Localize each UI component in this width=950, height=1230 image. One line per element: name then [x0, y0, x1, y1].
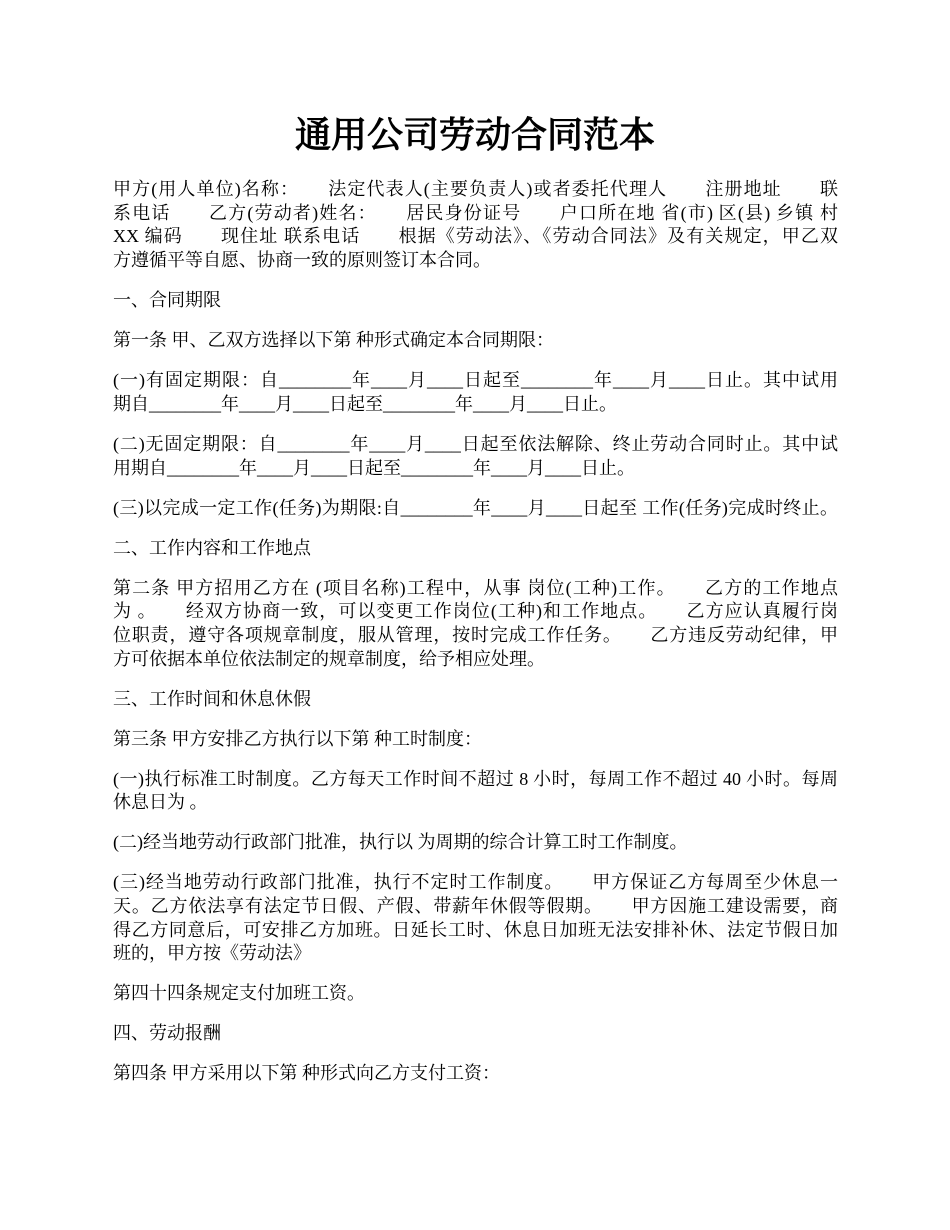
document-body [113, 178, 838, 1102]
text-line: (一)有固定期限：自________年____月____日起至________年____月____日止。其中试用 [113, 370, 838, 391]
text-line: 为 。 经双方协商一致，可以变更工作岗位(工种)和工作地点。 乙方应认真履行岗 [113, 601, 838, 622]
text-line: 休息日为 。 [113, 792, 208, 813]
article-3 [113, 728, 838, 752]
text-line: 第二条 甲方招用乙方在 (项目名称)工程中，从事 岗位(工种)工作。 乙方的工作地点 [113, 577, 838, 598]
clause-open-term [113, 433, 838, 480]
article-2 [113, 577, 838, 672]
section-heading: 一、合同期限 [113, 290, 221, 311]
section-heading-working-hours [113, 688, 838, 712]
article-4 [113, 1062, 838, 1086]
text-line: (三)经当地劳动行政部门批准，执行不定时工作制度。 甲方保证乙方每周至少休息一 [113, 872, 838, 893]
section-heading: 二、工作内容和工作地点 [113, 537, 311, 558]
document-title: 通用公司劳动合同范本 [294, 115, 655, 155]
clause-comprehensive-hours [113, 831, 838, 855]
text-line: (三)以完成一定工作(任务)为期限:自________年____月____日起至 工作(任务)完成时终止。 [113, 497, 838, 518]
section-heading: 四、劳动报酬 [113, 1023, 221, 1044]
section-heading: 三、工作时间和休息休假 [113, 688, 311, 709]
parties-paragraph [113, 178, 838, 273]
text-line: 第三条 甲方安排乙方执行以下第 种工时制度： [113, 728, 482, 749]
text-line: (二)经当地劳动行政部门批准，执行以 为周期的综合计算工时工作制度。 [113, 832, 688, 853]
section-heading-work-content [113, 537, 838, 561]
text-line: 方遵循平等自愿、协商一致的原则签订本合同。 [113, 250, 491, 271]
clause-fixed-term [113, 369, 838, 416]
text-line: XX 编码 现住址 联系电话 根据《劳动法》、《劳动合同法》及有关规定，甲乙双 [113, 226, 838, 247]
text-line: 方可依据本单位依法制定的规章制度，给予相应处理。 [113, 648, 545, 669]
clause-standard-hours [113, 768, 838, 815]
text-line: (二)无固定期限：自________年____月____日起至依法解除、终止劳动合同时止。其中试 [113, 433, 838, 454]
text-line: 系电话 乙方(劳动者)姓名： 居民身份证号 户口所在地 省(市) 区(县) 乡镇 村 [113, 202, 838, 223]
section-heading-remuneration [113, 1022, 838, 1046]
text-line: 第四十四条规定支付加班工资。 [113, 983, 365, 1004]
text-line: 天。乙方依法享有法定节日假、产假、带薪年休假等假期。 甲方因施工建设需要，商 [113, 896, 838, 917]
section-heading-contract-term [113, 289, 838, 313]
text-line: 位职责，遵守各项规章制度，服从管理，按时完成工作任务。 乙方违反劳动纪律，甲 [113, 624, 838, 645]
text-line: 用期自________年____月____日起至________年____月____日止。 [113, 457, 635, 478]
clause-flexible-hours [113, 871, 838, 966]
text-line: 第一条 甲、乙双方选择以下第 种形式确定本合同期限： [113, 330, 554, 351]
text-line: 班的，甲方按《劳动法》 [113, 943, 311, 964]
text-line: 第四条 甲方采用以下第 种形式向乙方支付工资： [113, 1063, 500, 1084]
article-1 [113, 329, 838, 353]
text-line: 甲方(用人单位)名称： 法定代表人(主要负责人)或者委托代理人 注册地址 联 [113, 179, 838, 199]
clause-task-term [113, 497, 838, 521]
text-line: 期自________年____月____日起至________年____月____日止。 [113, 393, 617, 414]
text-line: 得乙方同意后，可安排乙方加班。日延长工时、休息日加班无法安排补休、法定节假日加 [113, 919, 838, 940]
text-line: (一)执行标准工时制度。乙方每天工作时间不超过 8 小时，每周工作不超过 40 小时。每周 [113, 768, 838, 789]
overtime-pay-reference [113, 982, 838, 1006]
